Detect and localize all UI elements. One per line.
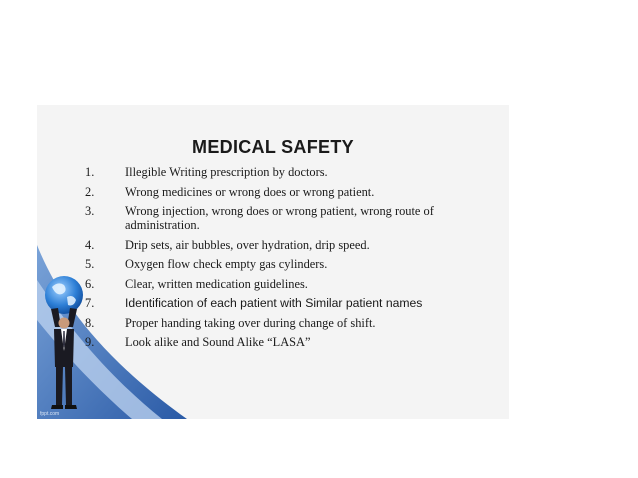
list-item <box>81 335 509 349</box>
list-item <box>81 165 509 179</box>
item-number: 9. <box>85 335 95 349</box>
item-number: 7. <box>85 296 95 310</box>
item-text: Identification of each patient with Similar patient names <box>125 296 423 310</box>
list-item <box>81 316 509 330</box>
item-text: Wrong injection, wrong does or wrong patient, wrong route of administration. <box>125 204 434 232</box>
item-text: Drip sets, air bubbles, over hydration, drip speed. <box>125 237 370 252</box>
item-text: Illegible Writing prescription by doctors. <box>125 165 328 179</box>
safety-list <box>81 165 509 355</box>
item-text: Look alike and Sound Alike “LASA” <box>125 335 311 349</box>
watermark: fppt.com <box>40 411 60 417</box>
item-number: 6. <box>85 276 95 291</box>
list-item <box>81 277 509 291</box>
list-item <box>81 204 509 232</box>
item-number: 5. <box>85 257 95 271</box>
item-text: Oxygen flow check empty gas cylinders. <box>125 257 328 271</box>
list-item <box>81 238 509 252</box>
item-text: Proper handing taking over during change of shift. <box>125 315 376 330</box>
item-number: 1. <box>85 165 95 179</box>
item-number: 4. <box>85 237 95 252</box>
item-number: 3. <box>85 204 95 218</box>
item-number: 2. <box>85 184 95 199</box>
list-item <box>81 185 509 199</box>
slide-title: MEDICAL SAFETY <box>192 137 354 157</box>
list-item <box>81 296 509 310</box>
item-text: Clear, written medication guidelines. <box>125 276 308 291</box>
slide <box>37 105 509 419</box>
list-item <box>81 257 509 271</box>
item-text: Wrong medicines or wrong does or wrong patient. <box>125 184 375 199</box>
item-number: 8. <box>85 315 95 330</box>
